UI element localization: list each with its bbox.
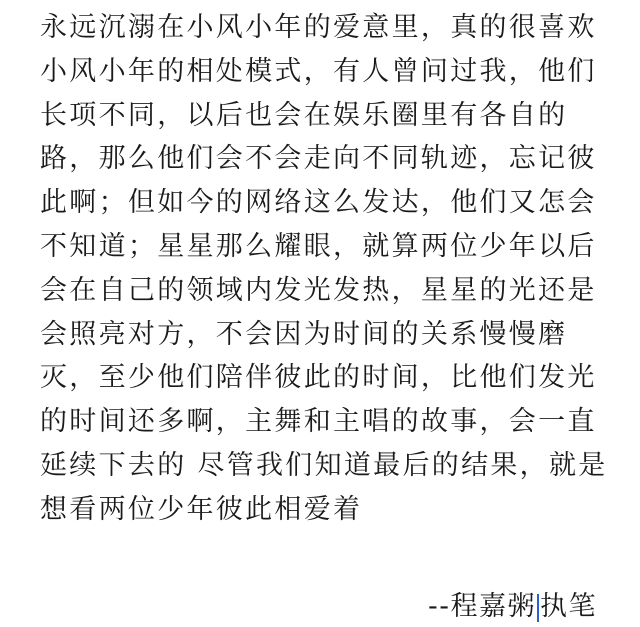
text-line: 的时间还多啊，主舞和主唱的故事，会一直 xyxy=(40,406,597,438)
text-line: 灭，至少他们陪伴彼此的时间，比他们发光 xyxy=(40,362,597,394)
text-line: 会在自己的领域内发光发热，星星的光还是 xyxy=(40,274,597,306)
text-line: 小风小年的相处模式，有人曾问过我，他们 xyxy=(40,55,597,87)
text-line: 长项不同，以后也会在娱乐圈里有各自的 xyxy=(40,99,568,131)
body-paragraph xyxy=(40,6,608,532)
text-cursor xyxy=(537,594,539,622)
signature-text-end: 执笔 xyxy=(540,591,597,622)
signature-text-start: --程嘉粥 xyxy=(428,591,536,622)
text-line: 不知道；星星那么耀眼，就算两位少年以后 xyxy=(40,230,597,262)
signature xyxy=(428,587,597,627)
text-line: 永远沉溺在小风小年的爱意里，真的很喜欢 xyxy=(40,12,597,43)
text-line: 会照亮对方，不会因为时间的关系慢慢磨 xyxy=(40,318,568,350)
text-line: 延续下去的 尽管我们知道最后的结果，就是 xyxy=(40,449,608,481)
text-line: 想看两位少年彼此相爱着 xyxy=(40,493,363,525)
text-line: 路，那么他们会不会走向不同轨迹，忘记彼 xyxy=(40,143,597,175)
text-line: 此啊；但如今的网络这么发达，他们又怎会 xyxy=(40,187,597,219)
